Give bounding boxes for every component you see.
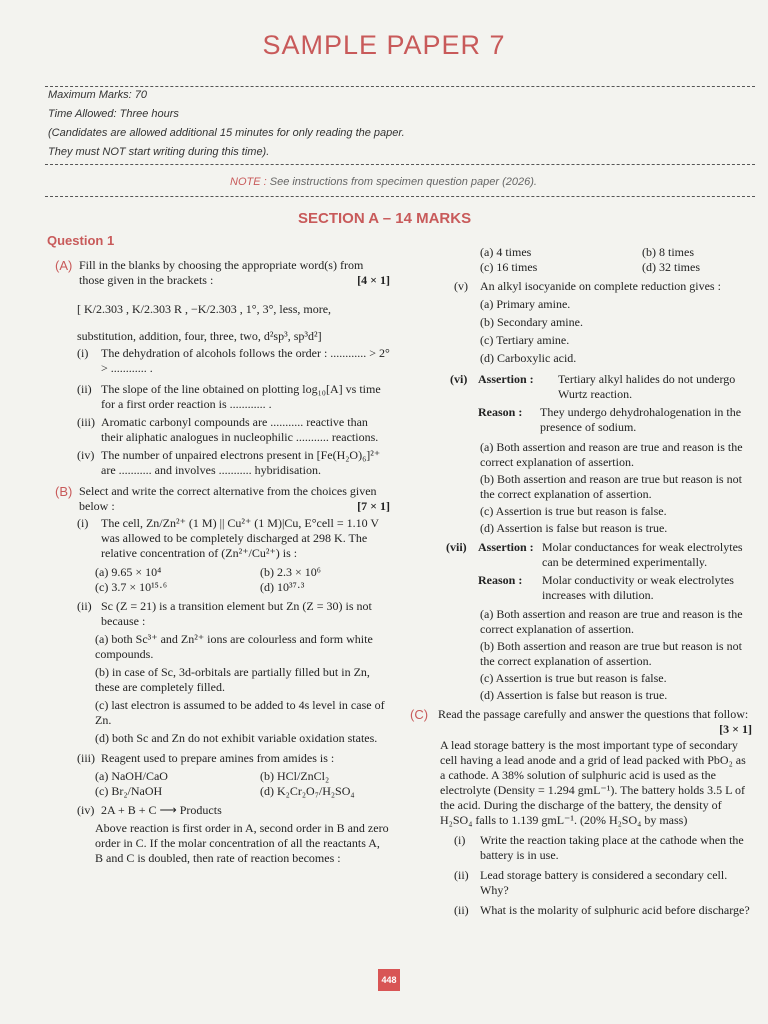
part-b-marks: [7 × 1]	[357, 499, 390, 513]
a-item-text: Aromatic carbonyl compounds are ........... reactive than their aliphatic analogues in nucleophilic ........... reactions.	[101, 415, 379, 444]
b-q1-opts-row1	[55, 565, 390, 580]
left-column	[55, 258, 390, 866]
divider-mid	[45, 164, 755, 165]
word-bank-1: [ K/2.303 , K/2.303 R , −K/2.303 , 1°, 3°, less, more,	[77, 302, 332, 316]
b-q4-text: Above reaction is first order in A, second order in B and zero order in C. If the molar concentration of all the reactants A, B and C is doubled, then rate of reaction becomes :	[95, 821, 389, 865]
assertion-text: Molar conductances for weak electrolytes can be determined experimentally.	[542, 540, 743, 569]
reason-label: Reason :	[478, 573, 523, 587]
b-q3-opts-row2	[55, 784, 390, 799]
note	[230, 176, 537, 188]
option: (b) Secondary amine.	[480, 315, 583, 329]
option: (c) Assertion is true but reason is false.	[480, 504, 667, 518]
c-item-2	[440, 868, 752, 898]
note-label: NOTE :	[230, 176, 267, 188]
q-num: (vi)	[450, 372, 468, 386]
option: (b) Both assertion and reason are true but reason is not the correct explanation of assertion.	[480, 639, 742, 668]
a-item-4	[55, 448, 390, 478]
option: (a) Both assertion and reason are true and reason is the correct explanation of assertion.	[480, 607, 743, 636]
q7	[440, 540, 752, 603]
page-number: 448	[378, 969, 400, 991]
question-heading: Question 1	[47, 233, 115, 248]
option: (a) both Sc³⁺ and Zn²⁺ ions are colourless and form white compounds.	[95, 632, 373, 661]
c-item-num: (ii)	[454, 903, 469, 917]
part-a-text: Fill in the blanks by choosing the appropriate word(s) from those given in the brackets :	[79, 258, 364, 287]
b-q-text: Sc (Z = 21) is a transition element but Zn (Z = 30) is not because :	[101, 599, 372, 628]
reason-label: Reason :	[478, 405, 523, 419]
a-item-text: The number of unpaired electrons present in [Fe(H₂O)₆]²⁺ are ........... and involves ........... hybridisation.	[101, 448, 381, 477]
max-marks: Maximum Marks: 70	[48, 89, 148, 101]
part-c-marks: [3 × 1]	[719, 722, 752, 736]
q4-opts-row1	[440, 245, 752, 260]
option: (b) HCl/ZnCl₂	[260, 769, 330, 783]
c-item-text: Lead storage battery is considered a secondary cell. Why?	[480, 868, 728, 897]
part-a-label: (A)	[55, 258, 73, 273]
c-item-3	[440, 903, 752, 918]
a-item-1	[55, 346, 390, 376]
writing-instruction: They must NOT start writing during this time).	[48, 146, 270, 158]
b-q3-opts-row1	[55, 769, 390, 784]
a-item-text: The slope of the line obtained on plotting log₁₀[A] vs time for a first order reaction is ............ .	[101, 382, 381, 411]
option: (d) K₂Cr₂O₇/H₂SO₄	[260, 784, 355, 798]
q-num: (v)	[454, 279, 468, 293]
option: (b) 2.3 × 10⁶	[260, 565, 321, 579]
exam-meta	[48, 86, 405, 162]
reason-text: They undergo dehydrohalogenation in the presence of sodium.	[540, 405, 742, 434]
word-bank-2: substitution, addition, four, three, two, d²sp³, sp³d²]	[77, 329, 322, 343]
option: (d) Assertion is false but reason is true.	[480, 521, 668, 535]
b-q2	[55, 599, 390, 629]
option: (b) in case of Sc, 3d-orbitals are partially filled but in Zn, these are completely filled.	[95, 665, 370, 694]
option: (c) Tertiary amine.	[480, 333, 570, 347]
c-item-1	[440, 833, 752, 863]
passage: A lead storage battery is the most important type of secondary cell having a lead anode and a grid of lead packed with PbO₂ as a cathode. A 38% solution of sulphuric acid is used as the electrolyte (Density = 1.294 gmL⁻¹). The battery holds 3.5 L of the acid. During the discharge of the battery, the density of H₂SO₄ falls to 1.139 gmL⁻¹. (20% H₂SO₄ by mass)	[440, 738, 746, 827]
q6	[440, 372, 752, 435]
a-item-num: (iii)	[77, 415, 95, 429]
c-item-text: Write the reaction taking place at the cathode when the battery is in use.	[480, 833, 744, 862]
b-q-num: (ii)	[77, 599, 92, 613]
b-q1	[55, 516, 390, 561]
part-a-marks: [4 × 1]	[357, 273, 390, 287]
assertion-label: Assertion :	[478, 540, 534, 554]
time-allowed: Time Allowed: Three hours	[48, 108, 179, 120]
option: (c) Assertion is true but reason is false.	[480, 671, 667, 685]
b-q-num: (i)	[77, 516, 89, 530]
reading-instruction: (Candidates are allowed additional 15 minutes for only reading the paper.	[48, 127, 405, 139]
option: (b) 8 times	[642, 245, 694, 259]
option: (a) 9.65 × 10⁴	[95, 565, 162, 579]
reason-text: Molar conductivity or weak electrolytes increases with dilution.	[542, 573, 734, 602]
note-text: See instructions from specimen question paper (2026).	[269, 176, 537, 188]
part-b-label: (B)	[55, 484, 73, 499]
b-q-text: 2A + B + C ⟶ Products	[101, 803, 222, 817]
b-q-num: (iv)	[77, 803, 95, 817]
page-title: SAMPLE PAPER 7	[262, 30, 506, 60]
option: (d) Assertion is false but reason is true.	[480, 688, 668, 702]
a-item-3	[55, 415, 390, 445]
q5	[440, 279, 752, 294]
q4-opts-row2	[440, 260, 752, 275]
option: (a) NaOH/CaO	[95, 769, 168, 783]
part-c-intro	[410, 707, 752, 722]
option: (a) 4 times	[480, 245, 532, 259]
a-item-num: (iv)	[77, 448, 95, 462]
section-heading: SECTION A – 14 MARKS	[298, 210, 472, 227]
option: (d) both Sc and Zn do not exhibit variable oxidation states.	[95, 731, 378, 745]
a-item-num: (ii)	[77, 382, 92, 396]
part-b-intro	[55, 484, 390, 514]
a-item-num: (i)	[77, 346, 89, 360]
q-num: (vii)	[446, 540, 467, 554]
option: (d) Carboxylic acid.	[480, 351, 577, 365]
option: (d) 32 times	[642, 260, 700, 274]
option: (c) Br₂/NaOH	[95, 784, 163, 798]
option: (c) 16 times	[480, 260, 538, 274]
c-item-num: (ii)	[454, 868, 469, 882]
part-c-label: (C)	[410, 707, 429, 722]
option: (d) 10³⁷·³	[260, 580, 305, 594]
option: (a) Both assertion and reason are true and reason is the correct explanation of assertion.	[480, 440, 743, 469]
divider-bottom	[45, 196, 755, 197]
a-item-text: The dehydration of alcohols follows the order : ............ > 2° > ............ .	[101, 346, 390, 375]
c-item-text: What is the molarity of sulphuric acid before discharge?	[480, 903, 750, 917]
c-item-num: (i)	[454, 833, 466, 847]
b-q-num: (iii)	[77, 751, 95, 765]
a-item-2	[55, 382, 390, 412]
part-b-text: Select and write the correct alternative from the choices given below :	[79, 484, 377, 513]
b-q4	[55, 803, 390, 818]
option: (b) Both assertion and reason are true but reason is not the correct explanation of assertion.	[480, 472, 742, 501]
option: (a) Primary amine.	[480, 297, 571, 311]
b-q1-opts-row2	[55, 580, 390, 595]
b-q-text: Reagent used to prepare amines from amides is :	[101, 751, 335, 765]
option: (c) last electron is assumed to be added to 4s level in case of Zn.	[95, 698, 385, 727]
q-text: An alkyl isocyanide on complete reduction gives :	[480, 279, 721, 293]
option: (c) 3.7 × 10¹⁵·⁶	[95, 580, 168, 594]
b-q-text: The cell, Zn/Zn²⁺ (1 M) || Cu²⁺ (1 M)|Cu, E°cell = 1.10 V was allowed to be completely discharged at 298 K. The relative concentration of (Zn²⁺/Cu²⁺) is :	[101, 516, 379, 560]
b-q3	[55, 751, 390, 766]
assertion-text: Tertiary alkyl halides do not undergo Wurtz reaction.	[558, 372, 736, 401]
part-a-intro	[55, 258, 390, 288]
right-column	[410, 245, 752, 918]
assertion-label: Assertion :	[478, 372, 534, 386]
part-c-text: Read the passage carefully and answer the questions that follow:	[438, 707, 749, 721]
